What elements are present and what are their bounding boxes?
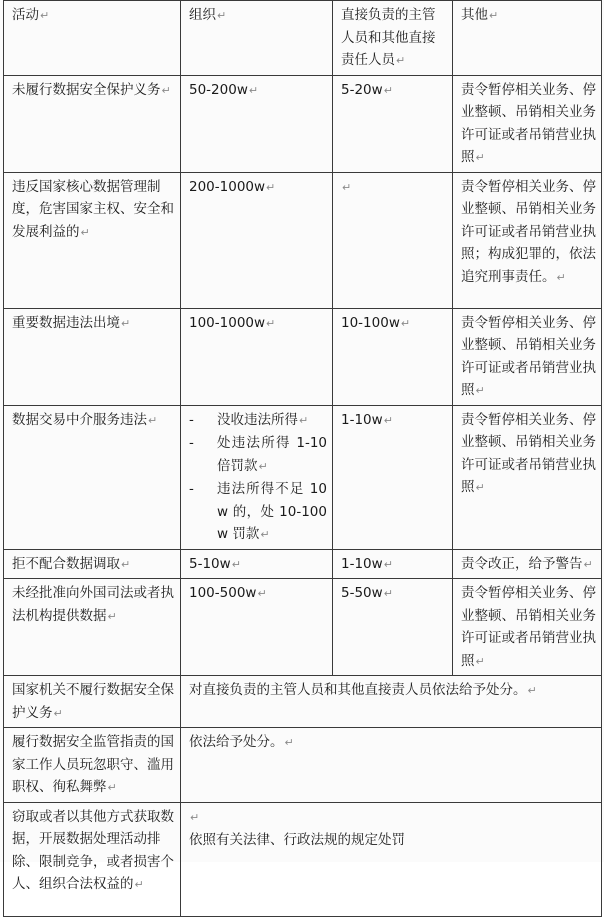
table-row — [4, 549, 602, 579]
cell-merged-penalty: 对直接负责的主管人员和其他直接责人员依法给予处分。↵ — [181, 676, 602, 728]
header-cell-responsible: 直接负责的主管人员和其他直接责任人员↵ — [333, 1, 453, 76]
table-row — [4, 405, 602, 549]
cell-activity: 违反国家核心数据管理制度，危害国家主权、安全和发展利益的↵ — [4, 172, 181, 308]
cell-activity: 窃取或者以其他方式获取数据，开展数据处理活动排除、限制竞争，或者损害个人、组织合法权益的↵ — [4, 802, 181, 916]
list-item: - 违法所得不足 10w 的，处 10-100w 罚款↵ — [189, 478, 327, 547]
cell-merged-penalty: ↵ 依照有关法律、行政法规的规定处罚 — [181, 802, 602, 916]
table-row — [4, 676, 602, 728]
cell-responsible-fine: 1-10w↵ — [333, 549, 453, 579]
cell-organization-fine: 5-10w↵ — [181, 549, 333, 579]
cell-organization-fine: 100-500w↵ — [181, 579, 333, 676]
header-cell-other: 其他↵ — [453, 1, 602, 76]
cell-activity: 国家机关不履行数据安全保护义务↵ — [4, 676, 181, 728]
penalty-table — [3, 0, 602, 917]
cell-responsible-fine: 5-20w↵ — [333, 75, 453, 172]
list-item: - 处违法所得 1-10 倍罚款↵ — [189, 432, 327, 478]
header-cell-activity: 活动↵ — [4, 1, 181, 76]
cell-other-penalty: 责令暂停相关业务、停业整顿、吊销相关业务许可证或者吊销营业执照↵ — [453, 405, 602, 549]
cell-activity: 数据交易中介服务违法↵ — [4, 405, 181, 549]
table-row — [4, 172, 602, 308]
cell-other-penalty: 责令暂停相关业务、停业整顿、吊销相关业务许可证或者吊销营业执照↵ — [453, 308, 602, 405]
cell-activity: 未履行数据安全保护义务↵ — [4, 75, 181, 172]
table-header-row — [4, 1, 602, 76]
cell-responsible-fine: ↵ — [333, 172, 453, 308]
cell-responsible-fine: 1-10w↵ — [333, 405, 453, 549]
table-row — [4, 308, 602, 405]
cell-responsible-fine: 10-100w↵ — [333, 308, 453, 405]
cell-activity: 拒不配合数据调取↵ — [4, 549, 181, 579]
table-row — [4, 75, 602, 172]
table-row — [4, 802, 602, 916]
cell-organization-fine: 100-1000w↵ — [181, 308, 333, 405]
cell-other-penalty: 责令暂停相关业务、停业整顿、吊销相关业务许可证或者吊销营业执照↵ — [453, 579, 602, 676]
cell-organization-fine — [181, 405, 333, 549]
table-row — [4, 728, 602, 803]
cell-other-penalty: 责令暂停相关业务、停业整顿、吊销相关业务许可证或者吊销营业执照；构成犯罪的，依法追究刑事责任。↵ — [453, 172, 602, 308]
header-cell-organization: 组织↵ — [181, 1, 333, 76]
cell-responsible-fine: 5-50w↵ — [333, 579, 453, 676]
cell-activity: 履行数据安全监管指责的国家工作人员玩忽职守、滥用职权、徇私舞弊↵ — [4, 728, 181, 803]
table-row — [4, 579, 602, 676]
cell-organization-fine: 200-1000w↵ — [181, 172, 333, 308]
cell-activity: 重要数据违法出境↵ — [4, 308, 181, 405]
cell-activity: 未经批准向外国司法或者执法机构提供数据↵ — [4, 579, 181, 676]
organization-bullet-list — [189, 409, 327, 547]
cell-other-penalty: 责令暂停相关业务、停业整顿、吊销相关业务许可证或者吊销营业执照↵ — [453, 75, 602, 172]
cell-organization-fine: 50-200w↵ — [181, 75, 333, 172]
cell-other-penalty: 责令改正，给予警告↵ — [453, 549, 602, 579]
cell-merged-penalty: 依法给予处分。↵ — [181, 728, 602, 803]
list-item: - 没收违法所得↵ — [189, 409, 327, 433]
